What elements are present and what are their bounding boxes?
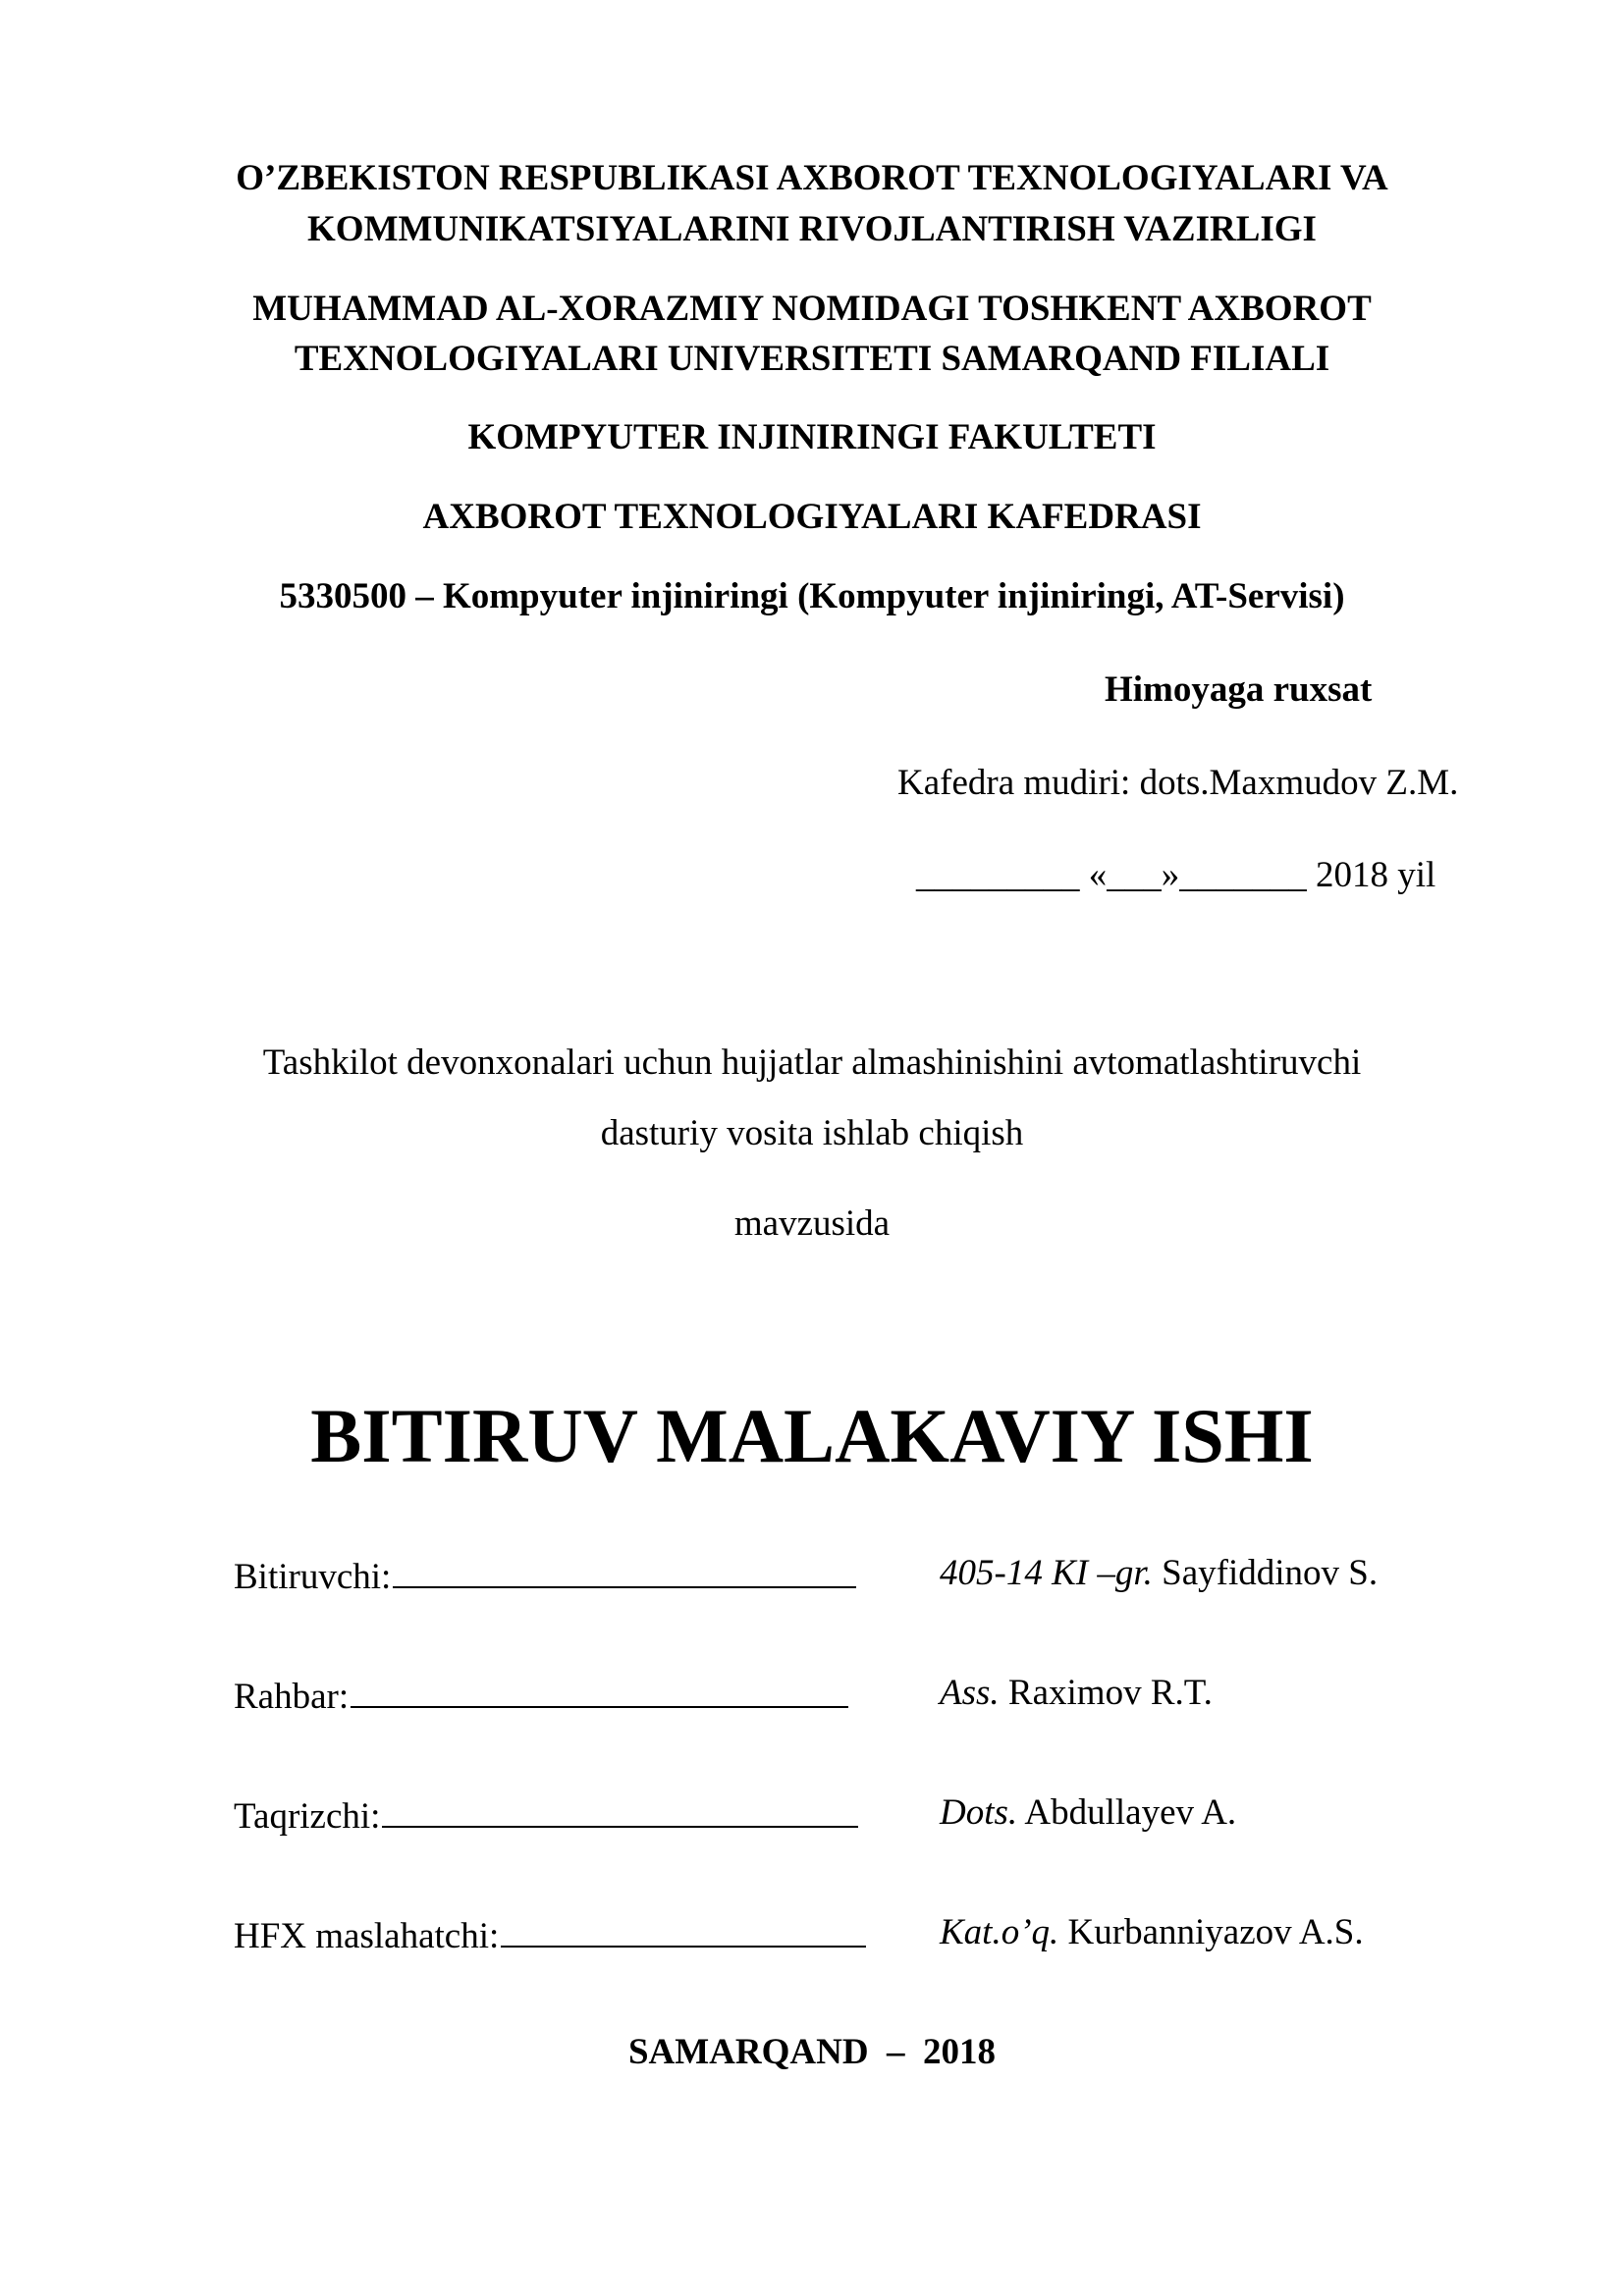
signature-label-reviewer: Taqrizchi: [234,1794,858,1835]
signature-person-graduate [940,1555,1378,1591]
ministry-line-1: O’ZBEKISTON RESPUBLIKASI AXBOROT TEXNOLOGIYALARI VA [236,158,1388,198]
signature-name-safety-consultant: Kurbanniyazov A.S. [1067,1912,1364,1952]
signature-row-graduate [0,1555,1624,1604]
signature-label-supervisor: Rahbar: [234,1675,848,1715]
approval-title: Himoyaga ruxsat [1105,669,1373,710]
signature-person-reviewer [940,1794,1236,1831]
topic-line-2: dasturiy vosita ishlab chiqish [600,1113,1024,1153]
department-name: AXBOROT TEXNOLOGIYALARI KAFEDRASI [422,497,1202,537]
signature-label-safety-consultant: HFX maslahatchi: [234,1914,866,1954]
signature-name-graduate: Sayfiddinov S. [1162,1553,1379,1593]
signature-label-graduate: Bitiruvchi: [234,1555,856,1595]
topic-line-1: Tashkilot devonxonalari uchun hujjatlar almashinishini avtomatlashtiruvchi [262,1042,1362,1083]
faculty-name: KOMPYUTER INJINIRINGI FAKULTETI [467,417,1157,457]
signature-role-supervisor: Ass. [940,1673,1000,1713]
signature-name-supervisor: Raximov R.T. [1007,1673,1213,1713]
signature-person-supervisor [940,1675,1213,1711]
document-title: BITIRUV MALAKAVIY ISHI [310,1393,1314,1478]
head-of-department: Kafedra mudiri: dots.Maxmudov Z.M. [897,763,1459,803]
university-line-1: MUHAMMAD AL-XORAZMIY NOMIDAGI TOSHKENT AXBOROT [252,289,1372,329]
signature-row-safety-consultant [0,1914,1624,1963]
signature-row-supervisor [0,1675,1624,1724]
signature-blank-graduate [393,1555,856,1588]
approval-date-line: _________ «___»_______ 2018 yil [916,855,1436,895]
signature-blank-supervisor [351,1675,848,1708]
signature-blank-reviewer [382,1794,858,1828]
signature-person-safety-consultant [940,1914,1364,1950]
signature-role-graduate: 405-14 KI –gr. [940,1553,1153,1593]
city-year: SAMARQAND – 2018 [627,2032,997,2072]
specialty-line: 5330500 – Kompyuter injiniringi (Kompyuter injiniringi, AT-Servisi) [279,576,1345,616]
signature-name-reviewer: Abdullayev A. [1024,1792,1237,1833]
signature-role-safety-consultant: Kat.o’q. [940,1912,1059,1952]
signature-blank-safety-consultant [501,1914,866,1948]
signature-role-reviewer: Dots. [940,1792,1018,1833]
university-line-2: TEXNOLOGIYALARI UNIVERSITETI SAMARQAND FILIALI [294,339,1330,379]
ministry-line-2: KOMMUNIKATSIYALARINI RIVOJLANTIRISH VAZIRLIGI [307,209,1317,249]
signature-row-reviewer [0,1794,1624,1843]
topic-suffix: mavzusida [733,1203,891,1244]
